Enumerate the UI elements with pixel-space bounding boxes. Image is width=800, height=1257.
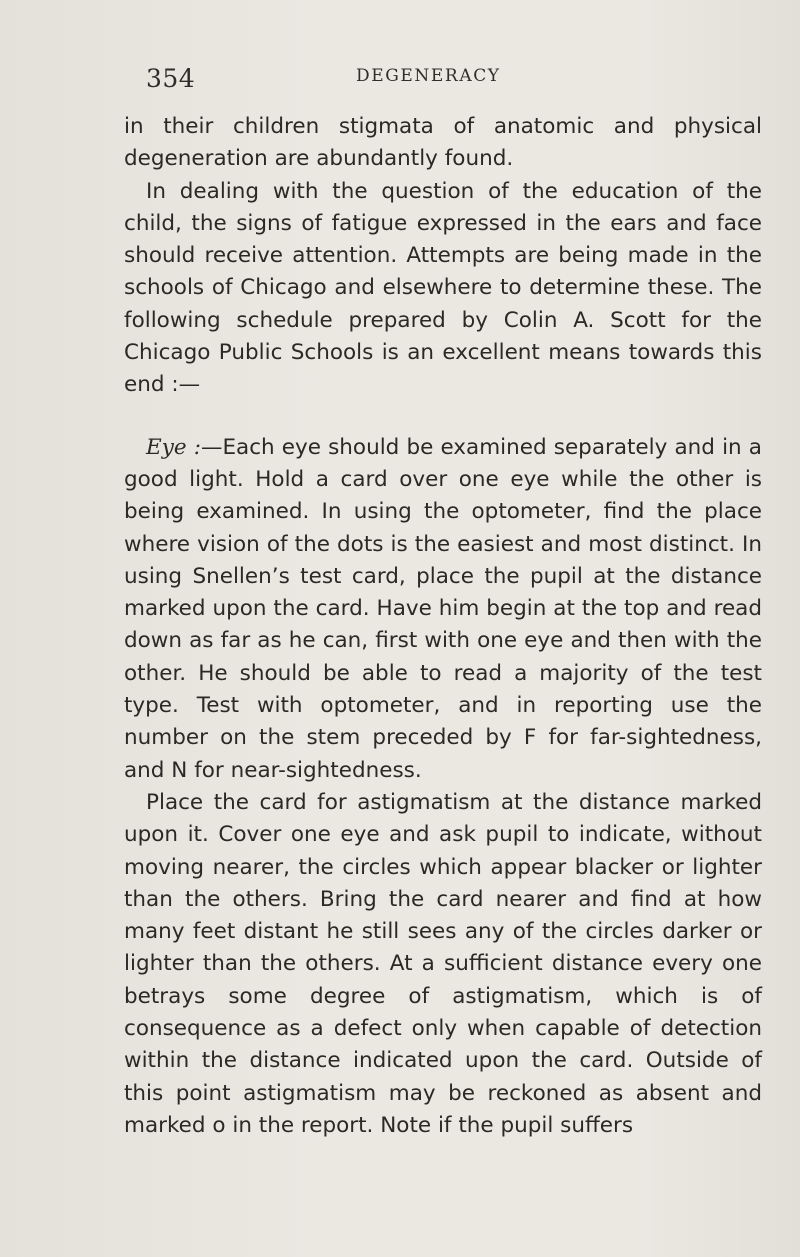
paragraph-gap (124, 402, 762, 432)
eye-lead: Eye : (146, 434, 201, 460)
paragraph-education: In dealing with the question of the education of the child, the signs of fatigue expressed in the ears and face should receive attention. Attempts are being made in the schools of Chicago and elsewhere to determine these. The following schedule prepared by Colin A. Scott for the Chicago Public Schools is an excellent means towards this end :— (124, 178, 762, 398)
page-number: 354 (146, 64, 196, 93)
page-header (146, 60, 756, 94)
eye-dash: — (200, 434, 223, 460)
paragraph-continuation: in their children stigmata of anatomic and physical degeneration are abundantly found. (124, 114, 762, 172)
paragraph-eye (124, 432, 762, 787)
body-text (124, 111, 762, 1142)
eye-text: Each eye should be examined separately and in a good light. Hold a card over one eye while the other is being examined. In using the optometer, find the place where vision of the dots is the easiest and most distinct. In using Snellen’s test card, place the pupil at the distance marked upon the card. Have him begin at the top and read down as far as he can, first with one eye and then with the other. He should be able to read a majority of the test type. Test with optometer, and in reporting use the number on the stem preceded by F for far-sightedness, and N for near-sightedness. (124, 434, 762, 783)
paragraph-astigmatism: Place the card for astigmatism at the distance marked upon it. Cover one eye and ask pupil to indicate, without moving nearer, the circles which appear blacker or lighter than the others. Bring the card nearer and find at how many feet distant he still sees any of the circles darker or lighter than the others. At a sufficient distance every one betrays some degree of astigmatism, which is of consequence as a defect only when capable of detection within the distance indicated upon the card. Outside of this point astigmatism may be reckoned as absent and marked o in the report. Note if the pupil suffers (124, 789, 762, 1138)
running-head: DEGENERACY (356, 66, 501, 86)
